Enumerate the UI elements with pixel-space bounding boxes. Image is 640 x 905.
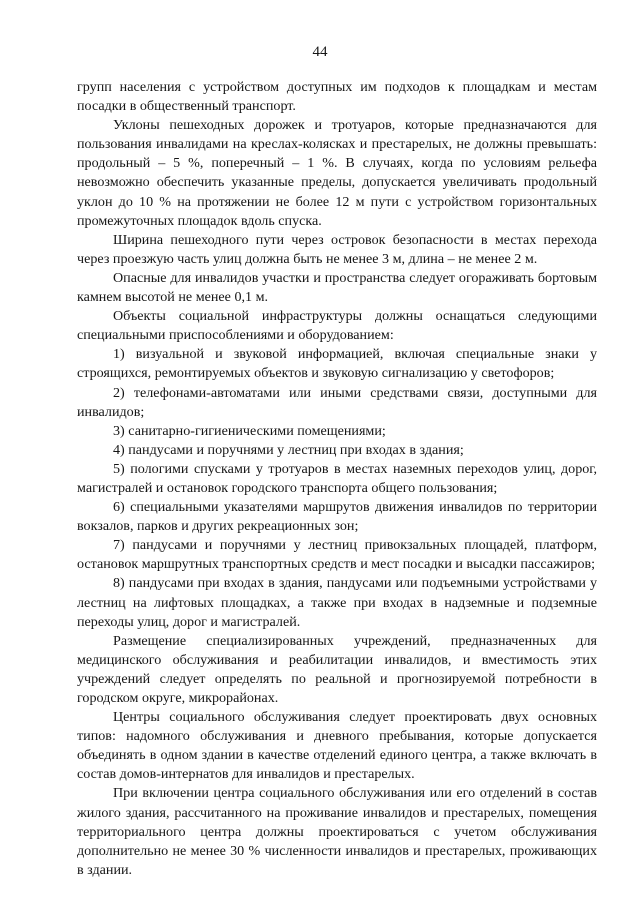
paragraph-slopes: Уклоны пешеходных дорожек и тротуаров, которые предназначаются для пользования инвалидами на креслах-колясках и престарелых, не должны превышать: продольный – 5 %, поперечный – 1 %. В случаях, когда по условиям рельефа невозможно обеспечить указанные пределы, допускается увеличивать продольный уклон до 10 % на протяжении не более 12 м пути с устройством горизонтальных промежуточных площадок вдоль спуска.: [77, 117, 597, 229]
paragraph-specialized-institutions: Размещение специализированных учреждений, предназначенных для медицинского обслуживания и реабилитации инвалидов, и вместимость этих учреждений следует определять по реальной и прогнозируемой потребности в городском округе, микрорайонах.: [77, 632, 597, 706]
list-item-7: 7) пандусами и поручнями у лестниц привокзальных площадей, платформ, остановок маршрутных транспортных средств и мест посадки и высадки пассажиров;: [77, 537, 597, 573]
list-item-1: 1) визуальной и звуковой информацией, включая специальные знаки у строящихся, ремонтируемых объектов и звуковую сигнализацию у светофоров;: [77, 346, 597, 382]
list-item-2: 2) телефонами-автоматами или иными средствами связи, доступными для инвалидов;: [77, 384, 597, 420]
paragraph-dangerous-areas: Опасные для инвалидов участки и пространства следует огораживать бортовым камнем высотой не менее 0,1 м.: [77, 269, 597, 306]
paragraph-social-centers: Центры социального обслуживания следует проектировать двух основных типов: надомного обслуживания и дневного пребывания, которые допускается объединять в одном здании в качестве отделений единого центра, а также включать в состав домов-интернатов для инвалидов и престарелых.: [77, 709, 597, 783]
paragraph-residential-inclusion: При включении центра социального обслуживания или его отделений в состав жилого здания, рассчитанного на проживание инвалидов и престарелых, помещения территориального центра должны проектироваться с учетом обслуживания дополнительно не менее 30 % численности инвалидов и престарелых, проживающих в здании.: [77, 785, 597, 878]
list-item-3: 3) санитарно-гигиеническими помещениями;: [113, 422, 386, 439]
list-item-5: 5) пологими спусками у тротуаров в местах наземных переходов улиц, дорог, магистралей и остановок городского транспорта общего пользования;: [77, 460, 597, 496]
list-item-6: 6) специальными указателями маршрутов движения инвалидов по территории вокзалов, парков и других рекреационных зон;: [77, 499, 597, 535]
paragraph-safety-island: Ширина пешеходного пути через островок безопасности в местах перехода через проезжую часть улиц должна быть не менее 3 м, длина – не менее 2 м.: [77, 231, 597, 267]
paragraph-continuation: групп населения с устройством доступных им подходов к площадкам и местам посадки в общественный транспорт.: [77, 79, 597, 115]
body-text: [77, 78, 597, 880]
page-number: 44: [312, 44, 328, 60]
paragraph-infrastructure-intro: Объекты социальной инфраструктуры должны оснащаться следующими специальными приспособлениями и оборудованием:: [77, 308, 597, 344]
list-item-8: 8) пандусами при входах в здания, пандусами или подъемными устройствами у лестниц на лифтовых площадках, а также при входах в надземные и подземные переходы улиц, дорог и магистралей.: [77, 575, 597, 630]
list-item-4: 4) пандусами и поручнями у лестниц при входах в здания;: [113, 441, 464, 458]
